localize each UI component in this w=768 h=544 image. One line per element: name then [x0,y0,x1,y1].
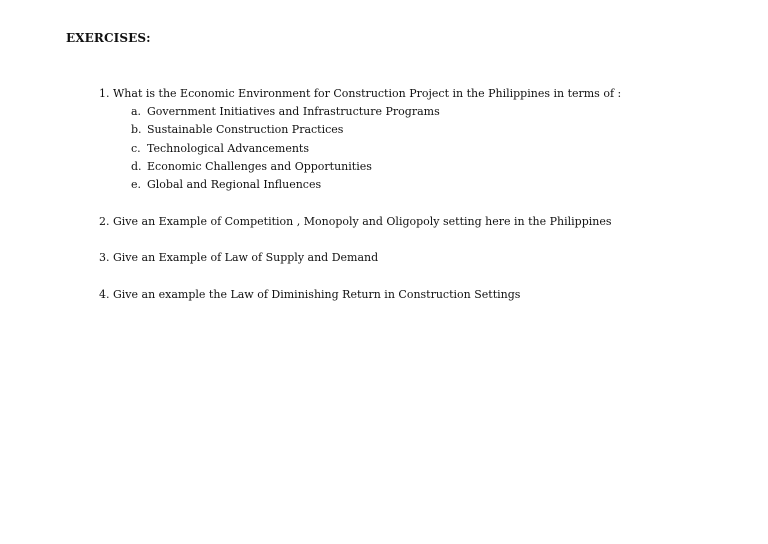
question-text: Give an Example of Law of Supply and Demand [113,251,379,264]
question-number: 1. [99,87,110,100]
subitem-letter: a. [131,105,142,118]
question-number: 2. [99,215,110,228]
question-number: 3. [99,251,110,264]
question-2 [99,215,612,228]
subitem-letter: d. [131,160,142,173]
subitem-text: Sustainable Construction Practices [147,123,344,136]
subitem-text: Government Initiatives and Infrastructure Programs [147,105,440,118]
subitem-letter: b. [131,123,142,136]
exercises-heading: EXERCISES: [66,31,151,45]
subitem-text: Technological Advancements [147,142,309,155]
question-3 [99,251,378,264]
subitem-letter: e. [131,178,142,191]
subitem-text: Global and Regional Influences [147,178,322,191]
question-number: 4. [99,288,110,301]
subitem-text: Economic Challenges and Opportunities [147,160,372,173]
subitem-letter: c. [131,142,141,155]
question-text: What is the Economic Environment for Construction Project in the Philippines in terms of : [113,87,622,100]
subitem-a [131,105,440,118]
question-4 [99,288,520,301]
subitem-d [131,160,372,173]
question-1 [99,87,621,100]
question-text: Give an Example of Competition , Monopoly and Oligopoly setting here in the Philippines [113,215,612,228]
subitem-c [131,142,309,155]
question-text: Give an example the Law of Diminishing Return in Construction Settings [113,288,521,301]
subitem-e [131,178,321,191]
subitem-b [131,123,343,136]
